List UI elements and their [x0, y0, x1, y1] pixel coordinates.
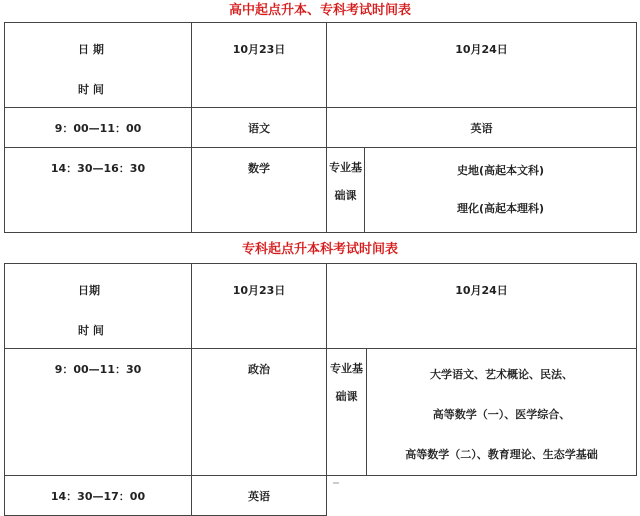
row1-subject-day1: 语文: [192, 108, 327, 148]
group-label-line1: 专业基: [330, 362, 363, 375]
row1-subject-day1: 政治: [192, 349, 327, 476]
row1-time: 9：00—11：00: [5, 108, 192, 148]
row2-subject-day1: 数学: [192, 148, 327, 233]
row1-course-list: [367, 349, 637, 476]
header-date-2: 10月24日: [327, 23, 637, 108]
option-1: 史地(高起本文科): [456, 164, 545, 177]
row1-subject-day2: 英语: [327, 108, 637, 148]
option-2: 理化(高起本理科): [456, 202, 545, 215]
group-label-line1: 专业基: [329, 161, 362, 174]
row1-group-label: [327, 349, 367, 476]
header-date-2: 10月24日: [327, 264, 637, 349]
header-date-1: 10月23日: [192, 23, 327, 108]
header-date-time-cell: [5, 264, 192, 349]
group-label-line2: 础课: [334, 189, 357, 202]
row2-group-label: [327, 148, 365, 233]
header-date-time-cell: [5, 23, 192, 108]
row2-subject-day1: 英语: [192, 476, 327, 516]
exam-schedule-table-1: [4, 22, 637, 233]
course-line-1: 大学语文、艺术概论、民法、: [430, 368, 573, 381]
course-line-2: 高等数学（一）、医学综合、: [432, 408, 571, 421]
exam-schedule-table-2: [4, 263, 637, 516]
course-line-3: 高等数学（二）、教育理论、生态学基础: [405, 448, 598, 461]
scan-artifact: [333, 482, 339, 484]
group-label-line2: 础课: [335, 390, 358, 403]
table1-title: 高中起点升本、专科考试时间表: [228, 3, 411, 18]
time-label: 时 间: [78, 83, 104, 96]
row2-empty: [327, 476, 637, 516]
row2-time: 14：30—17：00: [5, 476, 192, 516]
time-label: 时 间: [78, 324, 104, 337]
date-label: 日期: [78, 284, 100, 297]
table2-title: 专科起点升本科考试时间表: [241, 242, 398, 257]
header-date-1: 10月23日: [192, 264, 327, 349]
row1-time: 9：00—11：30: [5, 349, 192, 476]
row2-time: 14：30—16：30: [5, 148, 192, 233]
date-label: 日 期: [78, 43, 104, 56]
row2-options: [365, 148, 637, 233]
